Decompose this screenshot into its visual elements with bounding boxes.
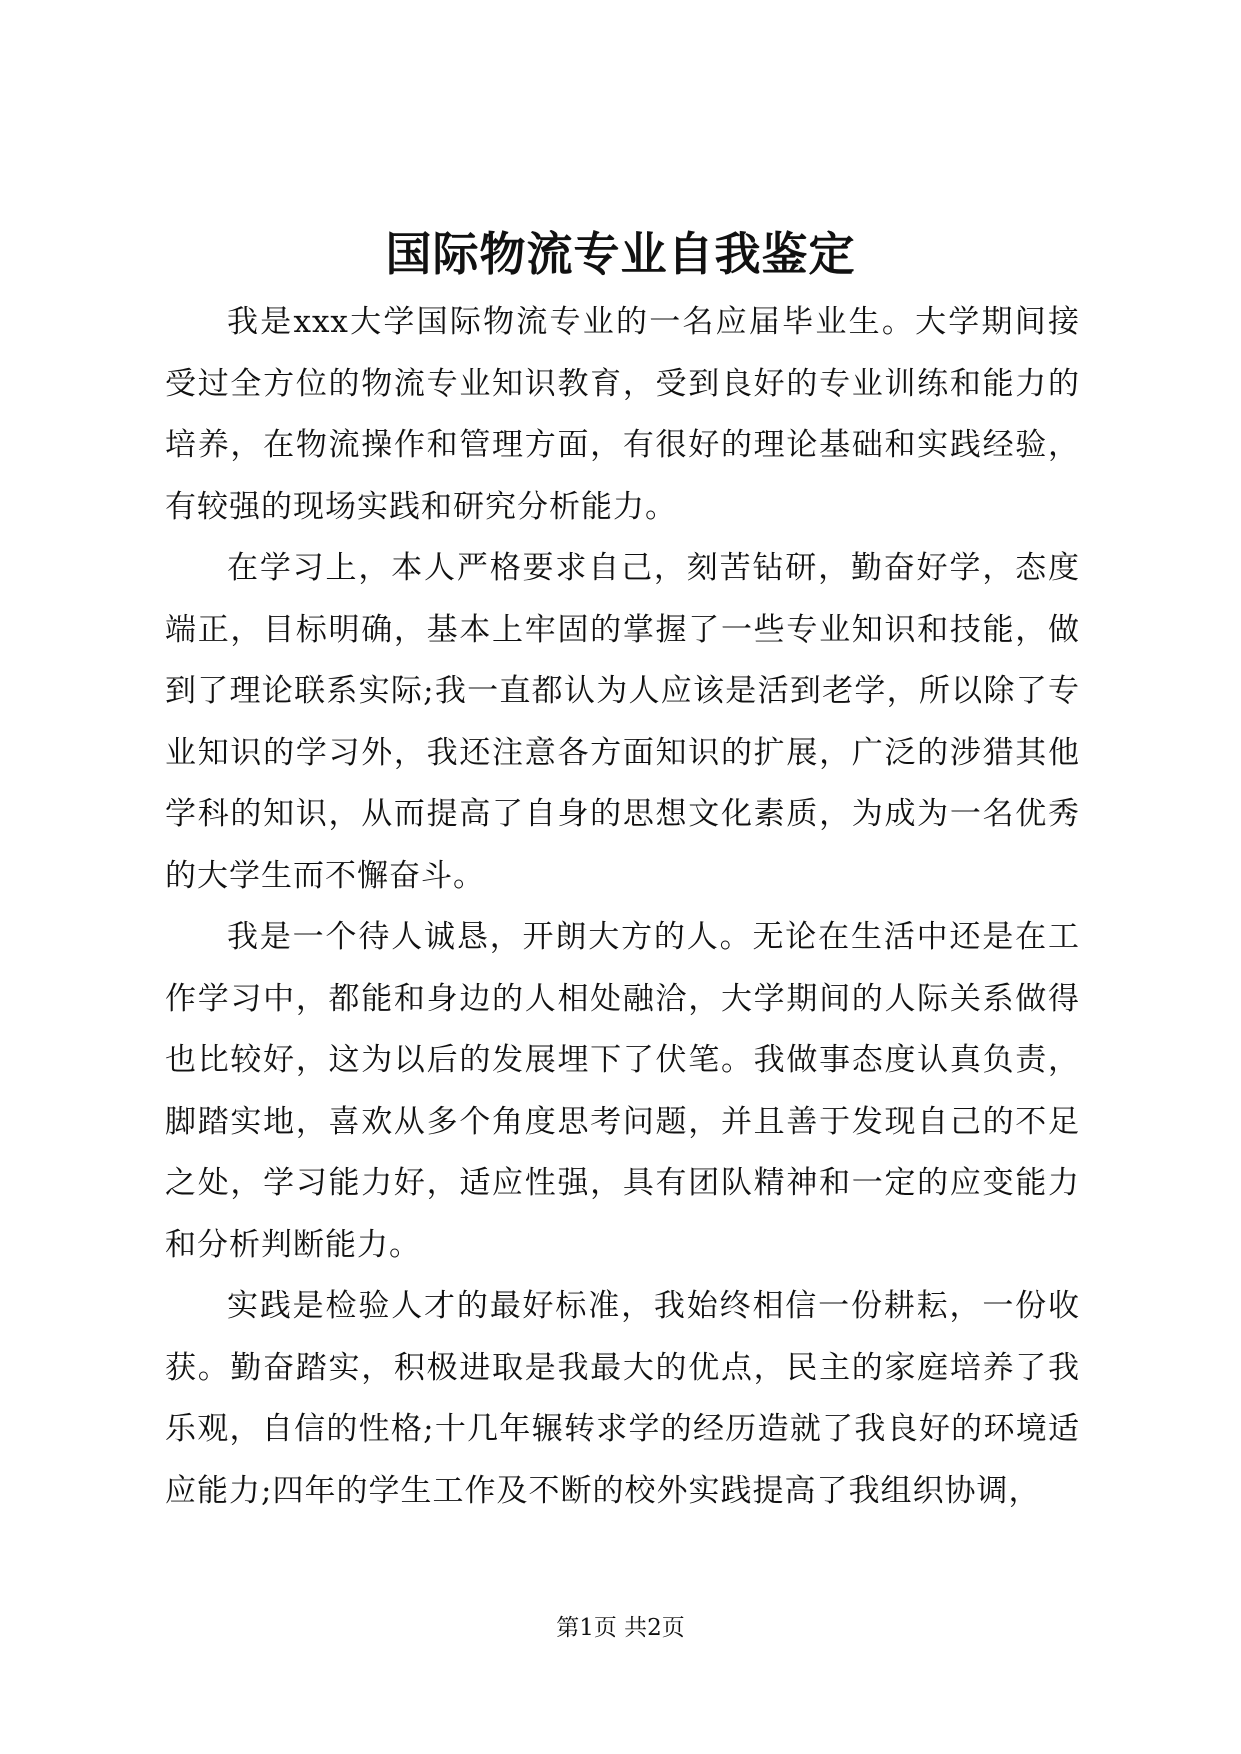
paragraph-4: 实践是检验人才的最好标准，我始终相信一份耕耘，一份收获。勤奋踏实，积极进取是我最大的优点，民主的家庭培养了我乐观，自信的性格;十几年辗转求学的经历造就了我良好的环境适应能力;四年的学生工作及不断的校外实践提高了我组织协调，	[165, 1288, 1080, 1509]
document-title: 国际物流专业自我鉴定	[385, 227, 856, 281]
paragraph-3: 我是一个待人诚恳，开朗大方的人。无论在生活中还是在工作学习中，都能和身边的人相处融洽，大学期间的人际关系做得也比较好，这为以后的发展埋下了伏笔。我做事态度认真负责，脚踏实地，喜欢从多个角度思考问题，并且善于发现自己的不足之处，学习能力好，适应性强，具有团队精神和一定的应变能力和分析判断能力。	[165, 919, 1080, 1263]
page-number-footer: 第1页 共2页	[556, 1615, 685, 1641]
document-body	[165, 292, 1080, 1522]
paragraph-1: 我是xxx大学国际物流专业的一名应届毕业生。大学期间接受过全方位的物流专业知识教育，受到良好的专业训练和能力的培养，在物流操作和管理方面，有很好的理论基础和实践经验，有较强的现场实践和研究分析能力。	[165, 304, 1080, 525]
paragraph-2: 在学习上，本人严格要求自己，刻苦钻研，勤奋好学，态度端正，目标明确，基本上牢固的掌握了一些专业知识和技能，做到了理论联系实际;我一直都认为人应该是活到老学，所以除了专业知识的学习外，我还注意各方面知识的扩展，广泛的涉猎其他学科的知识，从而提高了自身的思想文化素质，为成为一名优秀的大学生而不懈奋斗。	[165, 550, 1080, 894]
